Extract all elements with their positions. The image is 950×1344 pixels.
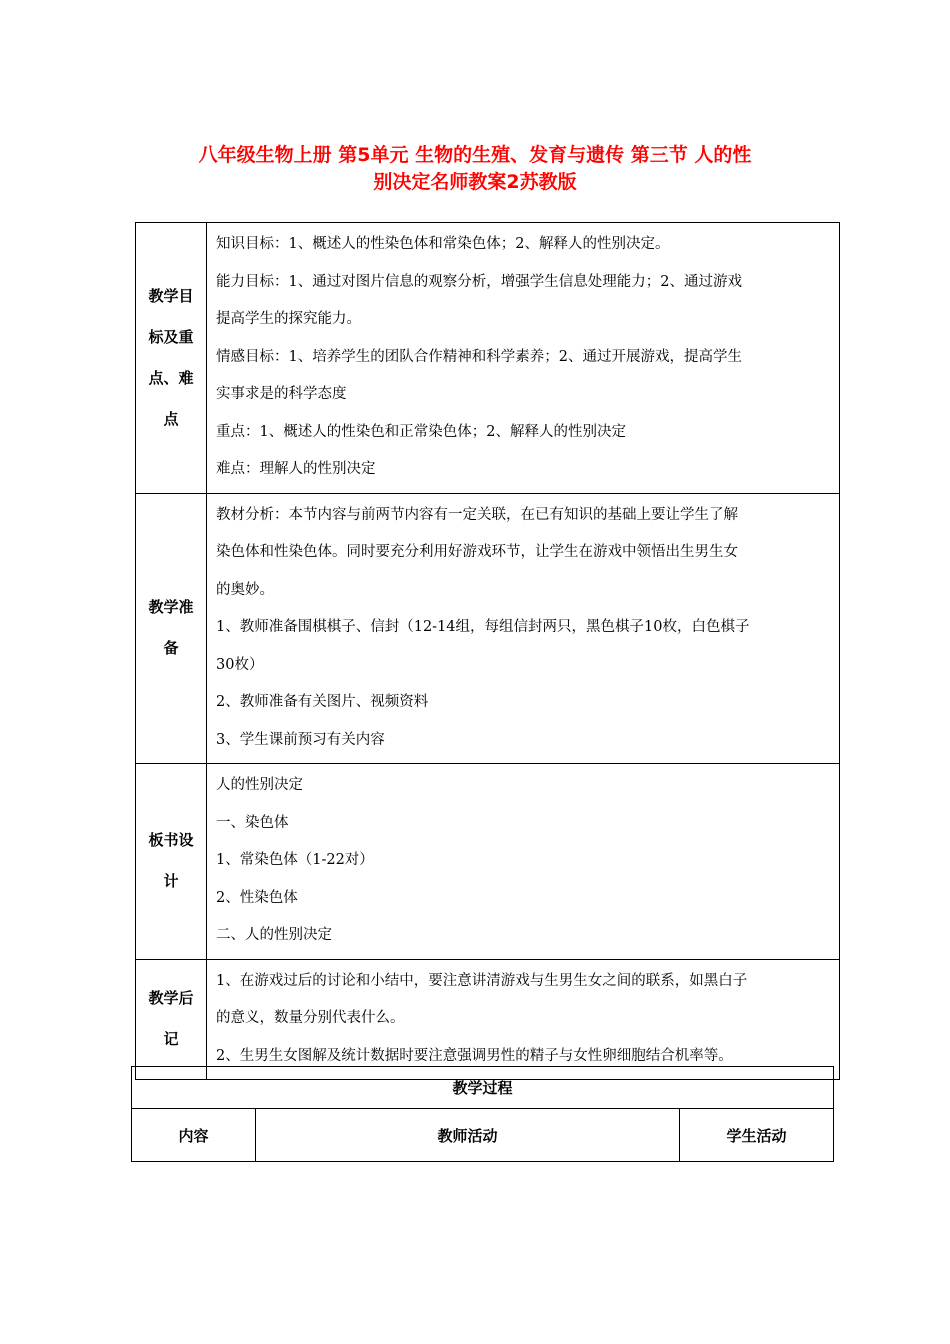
row-label-preparation bbox=[136, 493, 207, 764]
row-content-preparation bbox=[207, 493, 840, 764]
table-row bbox=[136, 493, 840, 764]
content-line: 1、教师准备围棋棋子、信封（12-14组，每组信封两只，黑色棋子10枚，白色棋子 bbox=[216, 619, 750, 635]
content-line: 2、教师准备有关图片、视频资料 bbox=[216, 694, 429, 710]
label-line: 计 bbox=[163, 872, 179, 891]
label-line: 板书设 bbox=[148, 831, 194, 850]
content-line: 1、常染色体（1-22对） bbox=[216, 852, 374, 868]
content-line: 提高学生的探究能力。 bbox=[216, 311, 361, 327]
content-line: 重点：1、概述人的性染色和正常染色体；2、解释人的性别决定 bbox=[216, 423, 626, 440]
content-line: 2、生男生女图解及统计数据时要注意强调男性的精子与女性卵细胞结合机率等。 bbox=[216, 1047, 733, 1064]
document-title bbox=[0, 142, 950, 196]
content-line: 的奥妙。 bbox=[216, 581, 274, 598]
label-line: 备 bbox=[163, 639, 179, 658]
content-line: 教材分析：本节内容与前两节内容有一定关联，在已有知识的基础上要让学生了解 bbox=[216, 506, 738, 523]
label-line: 教学后 bbox=[148, 989, 194, 1008]
row-label-reflection bbox=[136, 959, 207, 1080]
content-line: 知识目标：1、概述人的性染色体和常染色体；2、解释人的性别决定。 bbox=[216, 236, 670, 252]
row-content-reflection bbox=[207, 959, 840, 1080]
table-row bbox=[136, 764, 840, 960]
row-label-goals bbox=[136, 223, 207, 494]
content-line: 能力目标：1、通过对图片信息的观察分析，增强学生信息处理能力；2、通过游戏 bbox=[216, 273, 742, 290]
content-line: 难点：理解人的性别决定 bbox=[216, 461, 376, 477]
content-line: 实事求是的科学态度 bbox=[216, 386, 347, 402]
table-row bbox=[132, 1109, 834, 1162]
label-line: 教学目 bbox=[148, 286, 194, 305]
label-line: 教学准 bbox=[148, 598, 194, 617]
label-line: 点、难 bbox=[148, 368, 194, 387]
content-line: 的意义，数量分别代表什么。 bbox=[216, 1010, 405, 1026]
process-header: 教学过程 bbox=[132, 1067, 834, 1109]
content-line: 一、染色体 bbox=[216, 814, 289, 831]
content-line: 2、性染色体 bbox=[216, 889, 298, 906]
title-line-1: 八年级生物上册 第5单元 生物的生殖、发育与遗传 第三节 人的性 bbox=[198, 144, 752, 166]
table-row bbox=[136, 959, 840, 1080]
content-line: 情感目标：1、培养学生的团队合作精神和科学素养；2、通过开展游戏，提高学生 bbox=[216, 348, 742, 365]
content-line: 1、在游戏过后的讨论和小结中，要注意讲清游戏与生男生女之间的联系，如黑白子 bbox=[216, 972, 748, 989]
content-line: 二、人的性别决定 bbox=[216, 927, 332, 943]
lesson-plan-table bbox=[135, 222, 840, 1080]
column-header-teacher: 教师活动 bbox=[256, 1109, 680, 1162]
label-line: 点 bbox=[163, 409, 179, 428]
table-row bbox=[136, 223, 840, 494]
row-content-goals bbox=[207, 223, 840, 494]
label-line: 标及重 bbox=[148, 327, 194, 346]
teaching-process-table bbox=[131, 1066, 834, 1162]
content-line: 30枚） bbox=[216, 656, 264, 673]
content-line: 人的性别决定 bbox=[216, 777, 303, 793]
table-row bbox=[132, 1067, 834, 1109]
content-line: 染色体和性染色体。同时要充分利用好游戏环节，让学生在游戏中领悟出生男生女 bbox=[216, 544, 738, 560]
title-line-2: 别决定名师教案2苏教版 bbox=[373, 171, 577, 193]
column-header-student: 学生活动 bbox=[680, 1109, 834, 1162]
column-header-content: 内容 bbox=[132, 1109, 256, 1162]
row-label-board-design bbox=[136, 764, 207, 960]
label-line: 记 bbox=[163, 1030, 179, 1049]
row-content-board-design bbox=[207, 764, 840, 960]
content-line: 3、学生课前预习有关内容 bbox=[216, 731, 385, 748]
